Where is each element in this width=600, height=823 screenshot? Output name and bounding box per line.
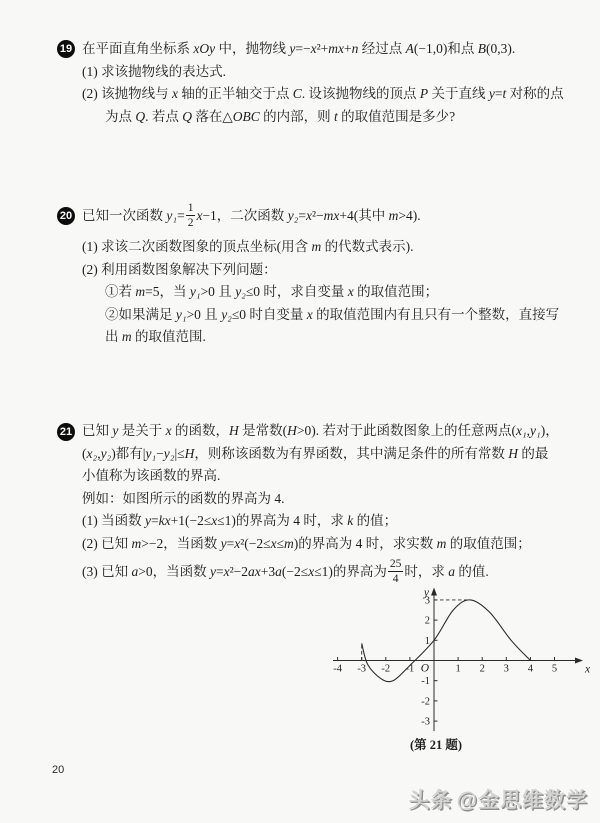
y-axis-label: y — [423, 587, 429, 599]
page-number: 20 — [52, 764, 65, 776]
y-tick-label: 1 — [424, 635, 430, 647]
problem-19-item-2: (2) 该抛物线与 x 轴的正半轴交于点 C. 设该抛物线的顶点 P 关于直线 y=t 对称的点 — [82, 86, 564, 101]
problem-20-item-1: (1) 求该二次函数图象的顶点坐标(用含 m 的代数式表示). — [82, 239, 414, 254]
x-axis-arrow — [575, 658, 583, 664]
problem-21 — [0, 420, 600, 589]
x-tick-label: -4 — [333, 663, 342, 675]
problem-20-subitem-2-continued: 出 m 的取值范围. — [105, 329, 206, 344]
x-tick-label: -2 — [381, 663, 391, 675]
watermark — [405, 784, 588, 814]
problem-20 — [0, 196, 600, 349]
function-graph — [330, 582, 594, 739]
problem-21-text — [82, 420, 600, 589]
problem-21-badge: 21 — [57, 423, 75, 441]
x-tick-label: -3 — [357, 663, 367, 675]
y-axis-arrow — [431, 588, 437, 596]
problem-21-statement-line-3: 小值称为该函数的界高. — [82, 468, 221, 483]
y-tick-label: -3 — [421, 716, 430, 728]
x-axis-label: x — [585, 663, 591, 676]
problem-21-item-1: (1) 当函数 y=kx+1(−2≤x≤1)的界高为 4 时，求 k 的值； — [82, 513, 398, 528]
graph-caption: (第 21 题) — [409, 738, 463, 752]
x-tick-label: 3 — [503, 663, 509, 675]
problem-19-badge: 19 — [57, 40, 75, 58]
problem-20-subitem-1: ①若 m=5，当 y₁>0 且 y₂≤0 时，求自变量 x 的取值范围； — [105, 284, 439, 299]
watermark-platform: 头条 — [408, 789, 453, 812]
y-tick-label: -2 — [421, 696, 430, 708]
origin-label: O — [420, 662, 429, 675]
y-tick-label: -1 — [421, 676, 430, 688]
problem-20-statement: 已知一次函数 y₁= $\frac{1}{2}$ x−1，二次函数 y₂=x²−mx+4(其中 m>4). — [82, 202, 421, 230]
problem-20-badge: 20 — [57, 207, 75, 225]
problem-19-statement: 在平面直角坐标系 xOy 中，抛物线 y=−x²+mx+n 经过点 A(−1,0)和点 B(0,3). — [82, 41, 516, 56]
problem-21-statement-line-1: 已知 y 是关于 x 的函数，H 是常数(H>0). 若对于此函数图象上的任意两点(x₁,y₁)， — [82, 423, 559, 438]
problem-21-item-2: (2) 已知 m>−2，当函数 y=x²(−2≤x≤m)的界高为 4 时，求实数 m 的取值范围； — [82, 535, 531, 551]
x-tick-label: 1 — [455, 663, 461, 675]
x-tick-label: -1 — [405, 663, 415, 675]
problem-20-item-2: (2) 利用函数图象解决下列问题： — [82, 261, 277, 277]
problem-19 — [0, 38, 600, 128]
fraction: $\frac{1}{2}$ — [187, 202, 194, 230]
problem-21-statement-line-2: (x₂,y₂)都有|y₁−y₂|≤H，则称该函数为有界函数，其中满足条件的所有常数 H 的最 — [82, 445, 549, 461]
problem-19-text — [82, 38, 600, 128]
y-tick-label: 2 — [424, 615, 430, 627]
x-tick-label: 4 — [527, 663, 534, 675]
function-graph-svg — [330, 582, 594, 734]
problem-21-example: 例如：如图所示的函数的界高为 4. — [82, 490, 285, 506]
x-tick-label: 5 — [551, 663, 558, 675]
problem-21-item-3: (3) 已知 a>0，当函数 y=x²−2ax+3a(−2≤x≤1)的界高为 $\frac{25}{4}$ 时，求 a 的值. — [82, 558, 489, 586]
cropped-text-top — [6, 0, 594, 5]
y-tick-label: 3 — [424, 595, 430, 607]
problem-19-item-2-continued: 为点 Q. 若点 Q 落在△OBC 的内部，则 t 的取值范围是多少? — [105, 108, 456, 124]
watermark-account: @金思维数学 — [456, 789, 588, 812]
problem-20-subitem-2: ②如果满足 y₁>0 且 y₂≤0 时自变量 x 的取值范围内有且只有一个整数，直接写 — [105, 306, 560, 322]
problem-19-item-1: (1) 求该抛物线的表达式. — [82, 63, 226, 79]
fraction: $\frac{25}{4}$ — [389, 558, 402, 586]
problem-20-text — [82, 196, 600, 349]
x-tick-label: 2 — [479, 663, 485, 675]
